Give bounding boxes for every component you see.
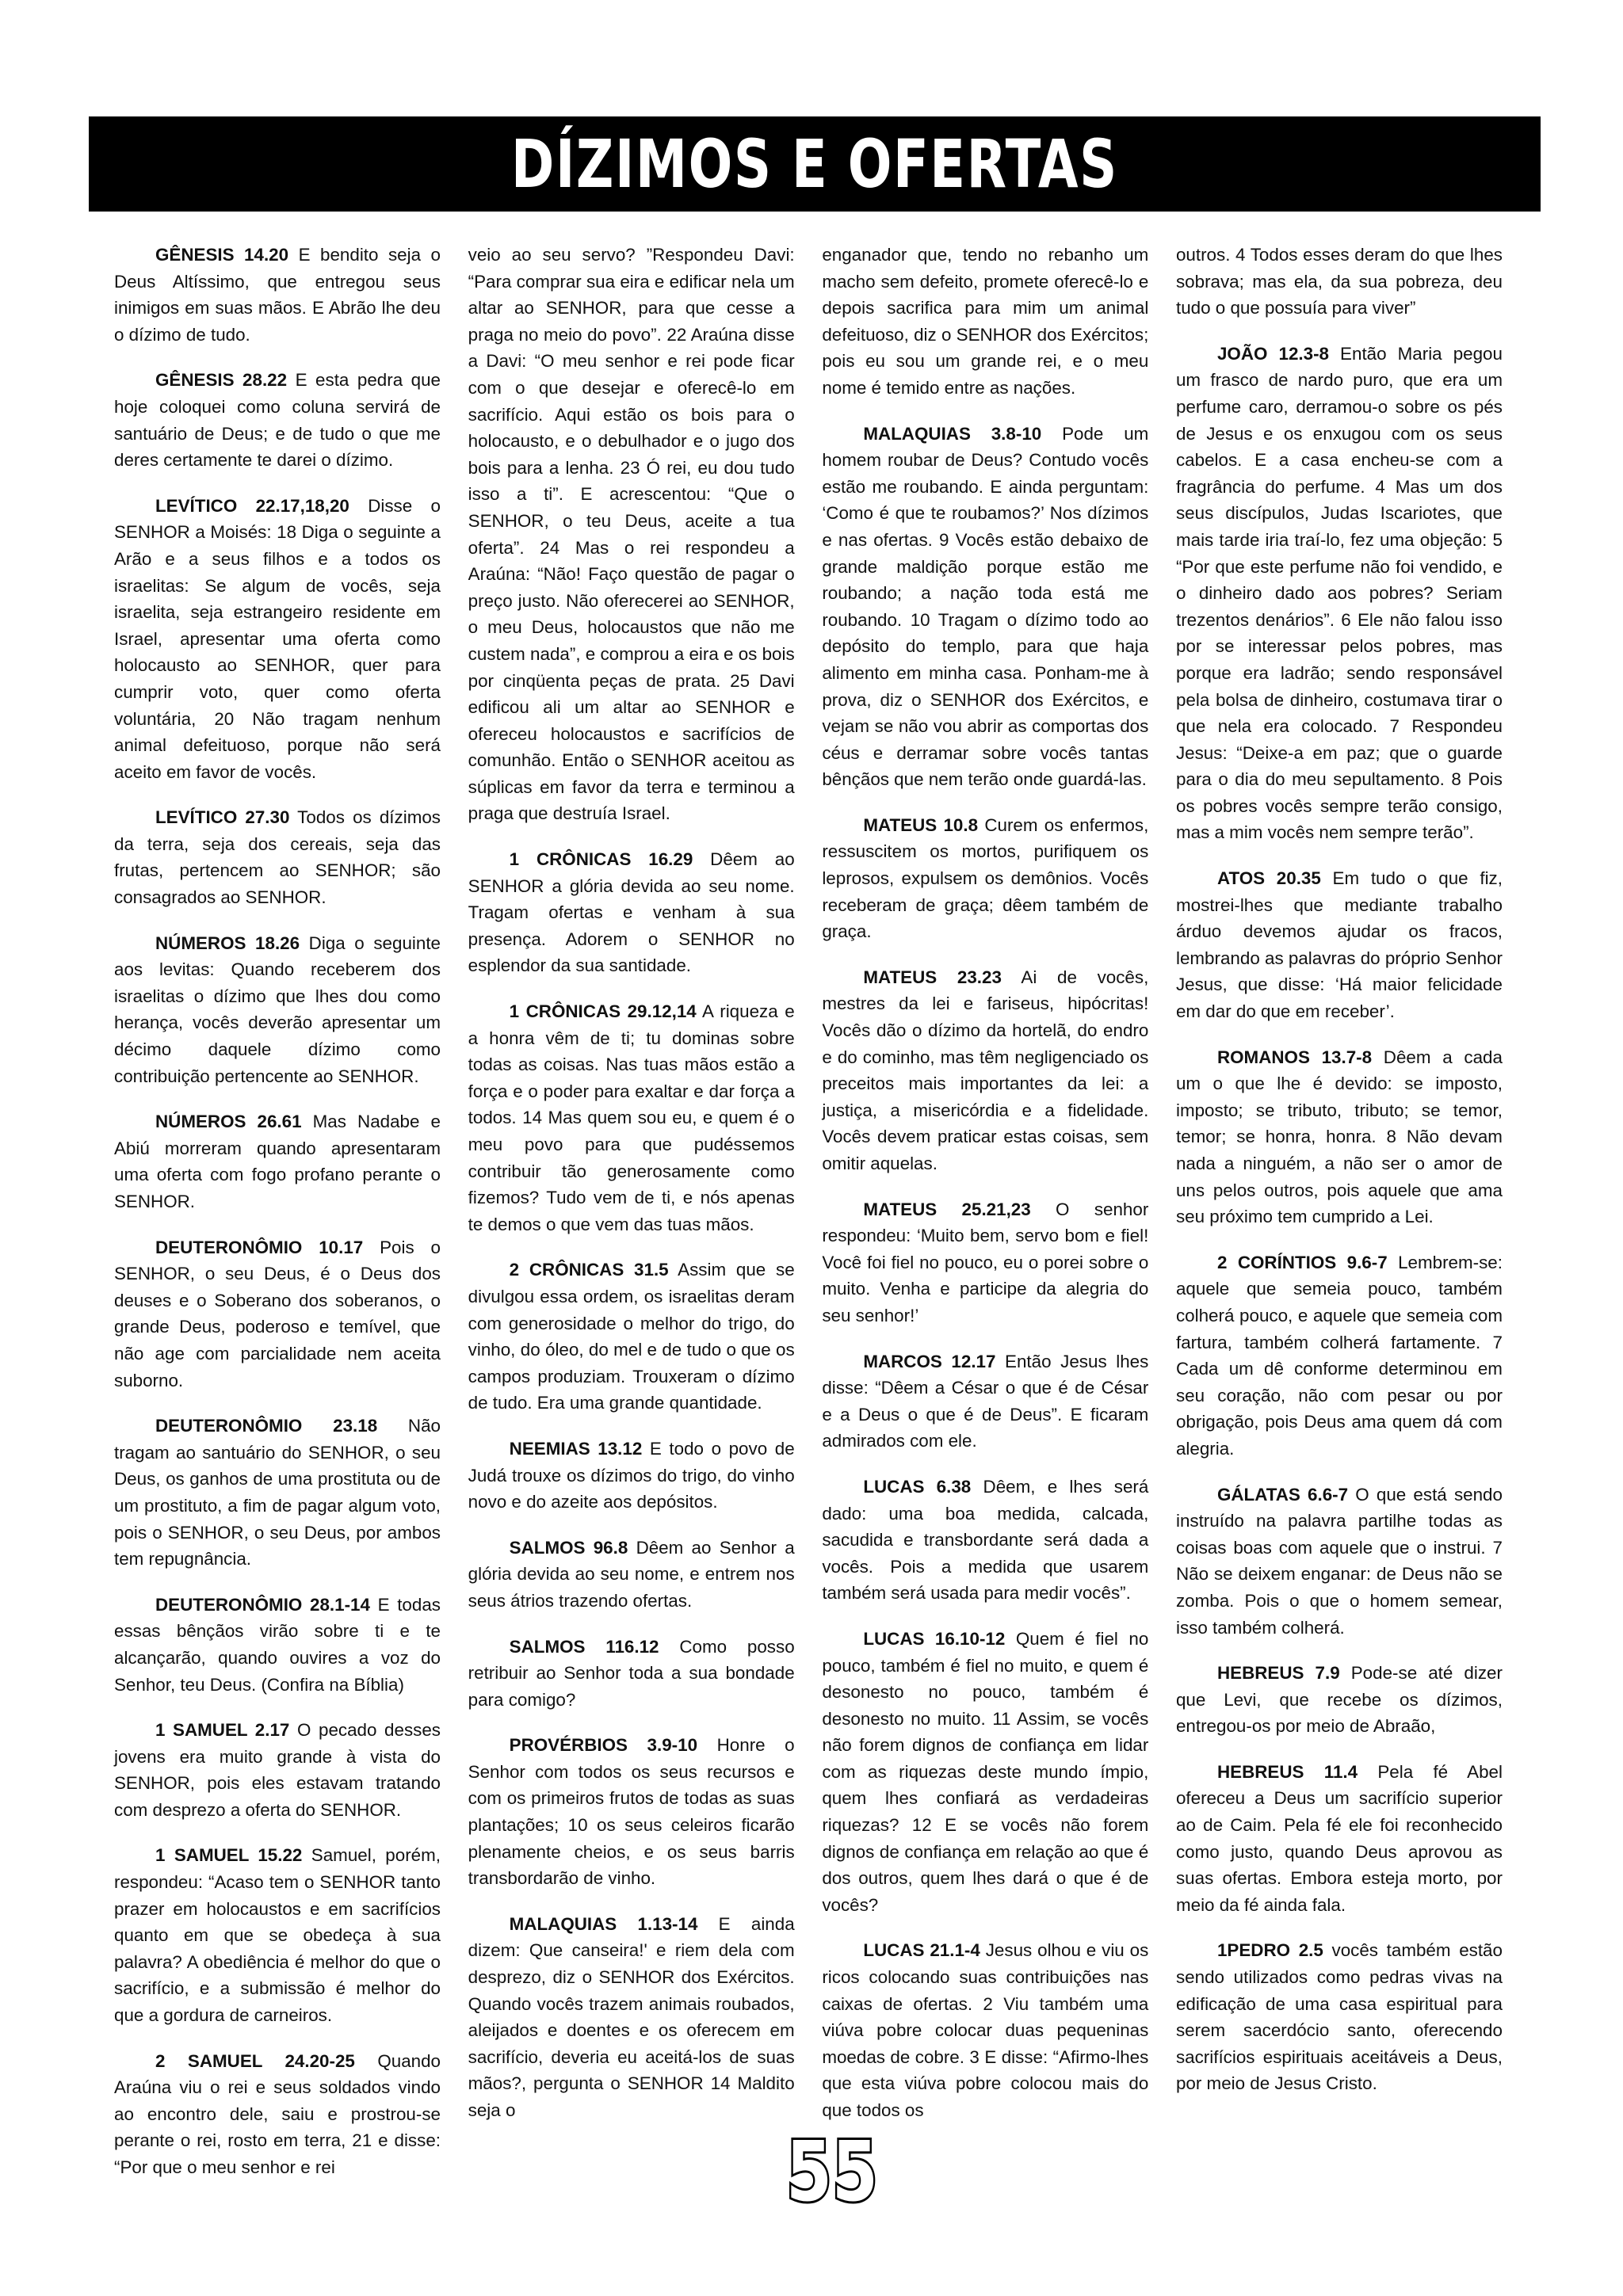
verse-text: enganador que, tendo no rebanho um macho sem defeito, promete oferecê-lo e depois sacrifica para mim um animal defeituoso, diz o SENHOR dos Exércitos; pois eu sou um grande rei, e o meu nome é temido entre as nações. xyxy=(822,245,1149,398)
verse-reference: NÚMEROS 18.26 xyxy=(155,933,300,953)
verse-entry xyxy=(1176,865,1503,1025)
verse-entry xyxy=(468,998,795,1238)
verse-text: Quem é fiel no pouco, também é fiel no muito, e quem é desonesto no pouco, também é desonesto no muito. 11 Assim, se vocês não forem dignos de confiança em lidar com as riquezas deste mundo ímpio, quem lhes confiará as verdadeiras riquezas? 12 E se vocês não forem dignos de confiança em relação ao que é dos outros, quem lhes dará o que é de vocês? xyxy=(822,1628,1149,1915)
verse-reference: 1 SAMUEL 15.22 xyxy=(155,1845,303,1866)
verse-text: outros. 4 Todos esses deram do que lhes sobrava; mas ela, da sua pobreza, deu tudo o que possuía para viver” xyxy=(1175,245,1503,318)
verse-text: O que está sendo instruído na palavra partilhe todas as coisas boas com aquele que o instrui. 7 Não se deixem enganar: de Deus não se zomba. Pois o que o homem semear, isso também colherá. xyxy=(1175,1484,1503,1638)
verse-entry xyxy=(822,964,1148,1177)
column-2 xyxy=(468,242,795,2175)
page-number: 55 xyxy=(786,2123,878,2220)
verse-entry xyxy=(468,1732,795,1892)
verse-columns xyxy=(114,242,1503,2175)
verse-reference: MALAQUIAS 1.13-14 xyxy=(509,1913,698,1934)
verse-text: Curem os enfermos, ressuscitem os mortos, purifiquem os leprosos, expulsem os demônios. Vocês receberam de graça; dêem também de graça. xyxy=(822,814,1149,942)
verse-text: Ai de vocês, mestres da lei e fariseus, hipócritas! Vocês dão o dízimo da hortelã, do endro e do cominho, mas têm negligenciado os preceitos mais importantes da lei: a justiça, a misericórdia e a fidelidade. Vocês devem praticar estas coisas, sem omitir aquelas. xyxy=(822,967,1149,1173)
verse-entry xyxy=(822,1626,1148,1919)
verse-entry xyxy=(1176,1044,1503,1230)
verse-text: veio ao seu servo? ”Respondeu Davi: “Para comprar sua eira e edificar nela um altar ao SENHOR, para que cesse a praga no meio do povo”. 22 Araúna disse a Davi: “O meu senhor e rei pode ficar com o que desejar e oferecê-lo em sacrifício. Aqui estão os bois para o holocausto, e o debulhador e o jugo dos bois para a lenha. 23 Ó rei, eu dou tudo isso a ti”. E acrescentou: “Que o SENHOR, o teu Deus, aceite a tua oferta”. 24 Mas o rei respondeu a Araúna: “Não! Faço questão de pagar o preço justo. Não oferecerei ao SENHOR, o meu Deus, holocaustos que não me custem nada”, e comprou a eira e os bois por cinqüenta peças de prata. 25 Davi edificou ali um altar ao SENHOR e ofereceu holocaustos e sacrifícios de comunhão. Então o SENHOR aceitou as súplicas em favor da terra e terminou a praga que destruía Israel. xyxy=(468,245,795,824)
verse-text: E ainda dizem: Que canseira!' e riem dela com desprezo, diz o SENHOR dos Exércitos. Quando vocês trazem animais roubados, aleijados e doentes e os oferecem em sacrifício, deveria eu aceitá-los de suas mãos?, pergunta o SENHOR 14 Maldito seja o xyxy=(468,1913,795,2120)
verse-entry xyxy=(468,846,795,979)
verse-entry xyxy=(114,1842,441,2028)
verse-reference: JOÃO 12.3-8 xyxy=(1216,343,1329,364)
verse-entry xyxy=(114,367,441,473)
verse-reference: 1 SAMUEL 2.17 xyxy=(155,1720,290,1741)
verse-text: Honre o Senhor com todos os seus recursos e com os primeiros frutos de todas as suas plantações; 10 os seus celeiros ficarão plenamente cheios, e os seus barris transbordarão de vinho. xyxy=(468,1735,795,1889)
verse-text: Pode um homem roubar de Deus? Contudo vocês estão me roubando. E ainda perguntam: ‘Como é que te roubamos?’ Nos dízimos e nas ofertas. 9 Vocês estão debaixo de grande maldição porque estão me roubando; a nação toda está me roubando. 10 Tragam o dízimo todo ao depósito do templo, para que haja alimento em minha casa. Ponham-me à prova, diz o SENHOR dos Exércitos, e vejam se não vou abrir as comportas dos céus e derramar sobre vocês tantas bênçãos que nem terão onde guardá-las. xyxy=(822,423,1149,790)
verse-entry xyxy=(468,1911,795,2124)
verse-reference: DEUTERONÔMIO 10.17 xyxy=(155,1237,364,1257)
verse-entry xyxy=(468,1634,795,1714)
verse-text: Dêem ao Senhor a glória devida ao seu nome, e entrem nos seus átrios trazendo ofertas. xyxy=(468,1537,795,1611)
verse-entry xyxy=(114,2048,441,2181)
verse-reference: GÁLATAS 6.6-7 xyxy=(1216,1484,1349,1505)
verse-reference: ATOS 20.35 xyxy=(1216,868,1321,889)
verse-reference: 2 CRÔNICAS 31.5 xyxy=(509,1260,669,1280)
verse-entry xyxy=(114,1592,441,1698)
verse-entry xyxy=(822,1196,1148,1329)
verse-text: Então Jesus lhes disse: “Dêem a César o que é de César e a Deus o que é de Deus”. E ficaram admirados com ele. xyxy=(822,1351,1149,1451)
verse-reference: MATEUS 10.8 xyxy=(863,814,979,835)
verse-text: Pela fé Abel ofereceu a Deus um sacrifício superior ao de Caim. Pela fé ele foi reconhecido como justo, quando Deus aprovou as suas ofertas. Embora esteja morto, por meio da fé ainda fala. xyxy=(1175,1761,1503,1915)
verse-entry xyxy=(1176,341,1503,846)
verse-entry xyxy=(822,421,1148,793)
verse-entry xyxy=(114,804,441,910)
verse-text: Quando Araúna viu o rei e seus soldados vindo ao encontro dele, saiu e prostrou-se perante o rei, rosto em terra, 21 e disse: “Por que o meu senhor e rei xyxy=(114,2050,441,2177)
column-1 xyxy=(114,242,441,2175)
verse-text: Pois o SENHOR, o seu Deus, é o Deus dos deuses e o Soberano dos soberanos, o grande Deus, poderoso e temível, que não age com parcialidade nem aceita suborno. xyxy=(114,1237,441,1390)
verse-entry xyxy=(468,1257,795,1417)
verse-text: vocês também estão sendo utilizados como pedras vivas na edificação de uma casa espiritual para serem sacerdócio santo, oferecendo sacrifícios espirituais aceitáveis a Deus, por meio de Jesus Cristo. xyxy=(1175,1940,1503,2094)
verse-reference: LUCAS 16.10-12 xyxy=(863,1628,1006,1649)
verse-text: Como posso retribuir ao Senhor toda a sua bondade para comigo? xyxy=(468,1636,795,1710)
verse-entry xyxy=(468,1535,795,1615)
verse-text: E bendito seja o Deus Altíssimo, que entregou seus inimigos em suas mãos. E Abrão lhe deu o dízimo de tudo. xyxy=(114,245,441,345)
verse-entry xyxy=(468,1436,795,1516)
verse-reference: DEUTERONÔMIO 23.18 xyxy=(155,1416,378,1436)
verse-text: Mas Nadabe e Abiú morreram quando apresentaram uma oferta com fogo profano perante o SENHOR. xyxy=(114,1112,441,1211)
verse-text: A riqueza e a honra vêm de ti; tu dominas sobre todas as coisas. Nas tuas mãos estão a força e o poder para exaltar e dar força a todos. 14 Mas quem sou eu, e quem é o meu povo para que pudéssemos contribuir tão generosamente como fizemos? Tudo vem de ti, e nós apenas te demos o que vem das tuas mãos. xyxy=(468,1001,795,1234)
verse-entry xyxy=(822,812,1148,945)
verse-text: Jesus olhou e viu os ricos colocando suas contribuições nas caixas de ofertas. 2 Viu também uma viúva pobre colocar duas pequeninas moedas de cobre. 3 E disse: “Afirmo-lhes que esta viúva pobre colocou mais do que todos os xyxy=(822,1940,1149,2120)
verse-reference: 2 SAMUEL 24.20-25 xyxy=(155,2050,355,2071)
verse-text: Assim que se divulgou essa ordem, os israelitas deram com generosidade o melhor do trigo, do vinho, do óleo, do mel e de tudo o que os campos produziam. Trouxeram o dízimo de tudo. Era uma grande quantidade. xyxy=(468,1260,795,1413)
verse-entry xyxy=(822,1937,1148,2123)
verse-reference: MATEUS 25.21,23 xyxy=(863,1199,1031,1219)
title-bar xyxy=(89,116,1541,212)
verse-entry xyxy=(822,242,1148,402)
verse-text: O pecado desses jovens era muito grande à vista do SENHOR, pois eles estavam tratando com desprezo a oferta do SENHOR. xyxy=(114,1720,441,1820)
verse-reference: 1PEDRO 2.5 xyxy=(1216,1940,1323,1961)
verse-entry xyxy=(468,242,795,827)
verse-entry xyxy=(1176,1249,1503,1463)
verse-entry xyxy=(1176,242,1503,322)
verse-entry xyxy=(114,1108,441,1215)
verse-reference: LEVÍTICO 22.17,18,20 xyxy=(155,495,349,516)
verse-entry xyxy=(1176,1482,1503,1642)
verse-text: Samuel, porém, respondeu: “Acaso tem o SENHOR tanto prazer em holocaustos e em sacrifícios quanto em que se obedeça à sua palavra? A obediência é melhor do que o sacrifício, e a submissão é melhor do que a gordura de carneiros. xyxy=(114,1845,441,2026)
verse-text: Dêem, e lhes será dado: uma boa medida, calcada, sacudida e transbordante será dada a vocês. Pois a medida que usarem também será usada para medir vocês”. xyxy=(822,1476,1149,1604)
verse-entry xyxy=(1176,1937,1503,2097)
verse-reference: LEVÍTICO 27.30 xyxy=(155,807,290,828)
verse-reference: 1 CRÔNICAS 16.29 xyxy=(509,849,693,870)
page-title: DÍZIMOS E OFERTAS xyxy=(511,125,1118,203)
verse-entry xyxy=(114,1717,441,1823)
verse-reference: MARCOS 12.17 xyxy=(863,1351,996,1371)
verse-text: Todos os dízimos da terra, seja dos cereais, seja das frutas, pertencem ao SENHOR; são consagrados ao SENHOR. xyxy=(114,807,441,908)
verse-entry xyxy=(114,930,441,1090)
verse-reference: 2 CORÍNTIOS 9.6-7 xyxy=(1216,1252,1388,1272)
verse-text: Não tragam ao santuário do SENHOR, o seu Deus, os ganhos de uma prostituta ou de um prostituto, a fim de pagar algum voto, pois o SENHOR, o seu Deus, por ambos tem repugnância. xyxy=(114,1416,441,1569)
verse-reference: NÚMEROS 26.61 xyxy=(155,1112,302,1132)
verse-entry xyxy=(822,1474,1148,1607)
verse-reference: 1 CRÔNICAS 29.12,14 xyxy=(509,1001,697,1022)
verse-text: Dêem ao SENHOR a glória devida ao seu nome. Tragam ofertas e venham à sua presença. Adorem o SENHOR no esplendor da sua santidade. xyxy=(468,849,795,976)
verse-text: Disse o SENHOR a Moisés: 18 Diga o seguinte a Arão e a seus filhos e a todos os israelitas: Se algum de vocês, seja israelita, seja estrangeiro residente em Israel, apresentar uma oferta como holocausto ao SENHOR, quer para cumprir voto, quer como oferta voluntária, 20 Não tragam nenhum animal defeituoso, porque não será aceito em favor de vocês. xyxy=(114,495,441,782)
verse-entry xyxy=(114,493,441,786)
verse-text: Lembrem-se: aquele que semeia pouco, também colherá pouco, e aquele que semeia com fartura, também colherá fartamente. 7 Cada um dê conforme determinou em seu coração, não com pesar ou por obrigação, pois Deus ama quem dá com alegria. xyxy=(1175,1252,1503,1459)
verse-reference: MATEUS 23.23 xyxy=(863,967,1002,987)
verse-entry xyxy=(822,1348,1148,1455)
verse-text: E todo o povo de Judá trouxe os dízimos do trigo, do vinho novo e do azeite aos depósitos. xyxy=(468,1438,795,1512)
verse-reference: MALAQUIAS 3.8-10 xyxy=(863,423,1042,444)
verse-reference: GÊNESIS 14.20 xyxy=(155,245,289,265)
column-3 xyxy=(822,242,1148,2175)
column-4 xyxy=(1176,242,1503,2175)
verse-reference: DEUTERONÔMIO 28.1-14 xyxy=(155,1594,370,1615)
verse-reference: NEEMIAS 13.12 xyxy=(509,1438,643,1459)
verse-text: Pode-se até dizer que Levi, que recebe os dízimos, entregou-os por meio de Abraão, xyxy=(1175,1663,1503,1737)
verse-text: E todas essas bênçãos virão sobre ti e te alcançarão, quando ouvires a voz do Senhor, teu Deus. (Confira na Bíblia) xyxy=(114,1594,441,1695)
verse-reference: LUCAS 21.1-4 xyxy=(863,1940,980,1961)
verse-entry xyxy=(114,1413,441,1573)
verse-reference: HEBREUS 7.9 xyxy=(1216,1663,1340,1684)
verse-reference: LUCAS 6.38 xyxy=(863,1476,972,1497)
verse-reference: ROMANOS 13.7-8 xyxy=(1216,1047,1373,1067)
verse-entry xyxy=(1176,1660,1503,1740)
verse-reference: PROVÉRBIOS 3.9-10 xyxy=(509,1735,698,1756)
verse-text: E esta pedra que hoje coloquei como coluna servirá de santuário de Deus; e de tudo o que me deres certamente te darei o dízimo. xyxy=(114,370,441,471)
verse-reference: SALMOS 96.8 xyxy=(509,1537,628,1558)
verse-entry xyxy=(1176,1759,1503,1919)
verse-reference: HEBREUS 11.4 xyxy=(1216,1761,1358,1782)
verse-text: Dêem a cada um o que lhe é devido: se imposto, imposto; se tributo, tributo; se temor, temor; se honra, honra. 8 Não devam nada a ninguém, a não ser o amor de uns pelos outros, pois aquele que ama seu próximo tem cumprido a Lei. xyxy=(1175,1047,1503,1227)
verse-reference: GÊNESIS 28.22 xyxy=(155,370,288,391)
verse-text: Então Maria pegou um frasco de nardo puro, que era um perfume caro, derramou-o sobre os pés de Jesus e os enxugou com os seus cabelos. E a casa encheu-se com a fragrância do perfume. 4 Mas um dos seus discípulos, Judas Iscariotes, que mais tarde iria traí-lo, fez uma objeção: 5 “Por que este perfume não foi vendido, e o dinheiro dado aos pobres? Seriam trezentos denários”. 6 Ele não falou isso por se interessar pelos pobres, mas porque era ladrão; sendo responsável pela bolsa de dinheiro, costumava tirar o que nela era colocado. 7 Respondeu Jesus: “Deixe-a em paz; que o guarde para o dia do meu sepultamento. 8 Pois os pobres vocês sempre terão consigo, mas a mim vocês nem sempre terão”. xyxy=(1175,343,1503,843)
verse-text: Em tudo o que fiz, mostrei-lhes que mediante trabalho árduo devemos ajudar os fracos, lembrando as palavras do próprio Senhor Jesus, que disse: ‘Há maior felicidade em dar do que em receber’. xyxy=(1175,868,1503,1022)
verse-entry xyxy=(114,1234,441,1394)
verse-entry xyxy=(114,242,441,348)
verse-text: Diga o seguinte aos levitas: Quando receberem dos israelitas o dízimo que lhes dou como herança, vocês deverão apresentar um décimo daquele dízimo como contribuição pertencente ao SENHOR. xyxy=(114,933,441,1086)
verse-reference: SALMOS 116.12 xyxy=(509,1636,659,1657)
verse-text: O senhor respondeu: ‘Muito bem, servo bom e fiel! Você foi fiel no pouco, eu o porei sobre o muito. Venha e participe da alegria do seu senhor!’ xyxy=(822,1199,1149,1325)
